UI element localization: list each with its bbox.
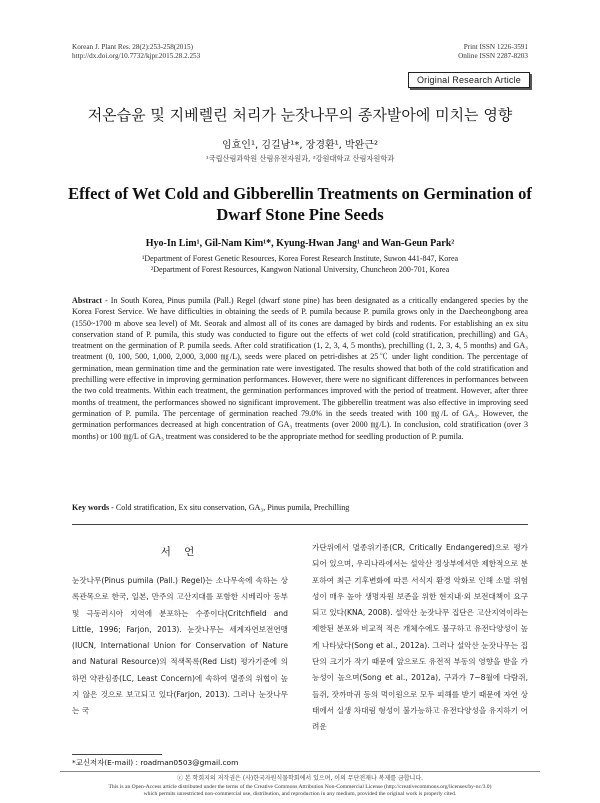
- intro-left-column: 눈잣나무(Pinus pumila (Pall.) Regel)는 소나무속에 속하는 상록관목으로 한국, 일본, 만주의 고산지대를 포함한 시베리아 동부 및 극동러시아 지역에 분포하는 수종이다(Critchfield and Little, 1996; Farjon, 2013). 눈잣나무는 세계자연보전연맹(IUCN, International Union for Conservation of Nature and Natural Resource)의 적색목록(Red List) 평가기준에 의하면 약관심종(LC, Least Concern)에 속하여 멸종의 위협이 높지 않은 것으로 보고되고 있다(Farjon, 2013). 그러나 눈잣나무는 국: [72, 576, 288, 716]
- doi-link[interactable]: http://dx.doi.org/10.7732/kjpr.2015.28.2.253: [72, 52, 201, 60]
- license-line-2: which permits unrestricted non-commercial use, distribution, and reproduction in any medium, provided the original work is properly cited.: [143, 791, 457, 797]
- english-affiliation-1: ¹Department of Forest Genetic Resources, Korea Forest Research Institute, Suwon 441-847, Korea: [141, 254, 459, 263]
- footer-rule: [60, 771, 540, 772]
- english-title: [0, 183, 600, 225]
- copyright-notice: ⓒ 본 학회지의 저작권은 (사)한국자원식물학회에서 있으며, 이의 무단전재나 복제를 금합니다.: [176, 775, 424, 782]
- footnote-rule: [72, 754, 162, 755]
- corresponding-author: *교신저자(E-mail) : roadman0503@gmail.com: [72, 758, 239, 767]
- english-affiliations: [0, 253, 600, 275]
- english-title-line2: Dwarf Stone Pine Seeds: [216, 205, 384, 224]
- journal-header-left: [72, 43, 200, 61]
- abstract-text: - In South Korea, Pinus pumila (Pall.) Regel (dwarf stone pine) has been designated as a critically endangered species by the Korea Forest Service. We have difficulties in obtaining the seeds of P. pumila because P. pumila grows only in the Daecheongbong area (1550~1700 m above sea level) of Mt. Seorak and almost all of its cones are damaged by birds and rodents. For establishing an ex situ conservation stand of P. pumila, this study was conducted to figure out the effects of wet cold (cold stratification, prechilling) and GA₃ treatment on the germination of P. pumila seeds. After cold stratification (1, 2, 3, 4, 5 months), prechilling (1, 2, 3, 4, 5 months) and GA₃ treatment (0, 100, 500, 1,000, 2,000, 3,000 ㎎/L), seeds were placed on petri-dishes at 25℃ under light condition. The percentage of germination, mean germination time and the germination rate were investigated. The results showed that both of the cold stratification and prechilling were effective in improving germination performances. However, there were no significant differences in performances between the two cold treatments. Within each treatment, the germination performances improved with the period of treatment. However, after three months of treatment, the performances showed no significant improvement. The gibberellin treatment was also effective in improving seed germination of P. pumila. The percentage of germination reached 79.0% in the seeds treated with 100 ㎎/L of GA₃. However, the germination performances decreased at high concentration of GA₃ treatments (over 2000 ㎎/L). In conclusion, cold stratification (over 3 months) or 100 ㎎/L of GA₃ treatment was considered to be the appropriate method for seedling production of P. pumila.: [72, 296, 528, 441]
- section-divider: [72, 524, 528, 525]
- keywords-text: - Cold stratification, Ex situ conservation, GA₃, Pinus pumila, Prechilling: [111, 503, 350, 512]
- english-affiliation-2: ²Department of Forest Resources, Kangwon National University, Chuncheon 200-701, Korea: [150, 265, 450, 274]
- korean-affiliations: ¹국립산림과학원 산림유전자원과, ²강원대학교 산림자원학과: [205, 154, 395, 163]
- journal-header-right: [458, 43, 528, 61]
- intro-right-column: 가단위에서 멸종위기종(CR, Critically Endangered)으로 평가되어 있으며, 우리나라에서는 설악산 정상부에서만 제한적으로 분포하여 최근 기후변화에 따른 서식지 환경 악화로 인해 소멸 위험성이 매우 높아 생명자원 보존을 위한 현지내·외 보전대책이 요구되고 있다(KNA, 2008). 설악산 눈잣나무 집단은 고산지역이라는 제한된 분포와 비교적 적은 개체수에도 불구하고 유전다양성이 높게 나타났다(Song et al., 2012a). 그러나 설악산 눈잣나무는 집단의 크기가 작기 때문에 앞으로도 유전적 부동의 영향을 받을 가능성이 높으며(Song et al., 2012a), 구과가 7~8월에 다람쥐, 들쥐, 잣까마귀 등의 먹이원으로 모두 피해를 받기 때문에 자연 상태에서 실생 차대림 형성이 불가능하고 유전다양성을 유지하기 어려운: [312, 543, 528, 732]
- abstract-label: Abstract: [72, 296, 103, 305]
- intro-heading: 서 언: [160, 546, 200, 558]
- abstract-block: [72, 295, 528, 442]
- article-type-badge: Original Research Article: [408, 72, 530, 88]
- keywords-label: Key words: [72, 503, 110, 512]
- license-line-1: This is an Open-Access article distributed under the terms of the Creative Commons Attribution Non-Commercial License (http://creativecommons.org/licenses/by-nc/3.0): [108, 784, 492, 790]
- korean-title: 저온습윤 및 지베렐린 처리가 눈잣나무의 종자발아에 미치는 영향: [87, 106, 513, 124]
- english-title-line1: Effect of Wet Cold and Gibberellin Treatments on Germination of: [68, 184, 532, 203]
- keywords-block: [72, 503, 528, 512]
- online-issn: Online ISSN 2287-8203: [458, 52, 528, 60]
- english-authors: Hyo-In Lim¹, Gil-Nam Kim¹*, Kyung-Hwan Jang¹ and Wan-Geun Park²: [145, 238, 455, 249]
- korean-authors: 임효인¹, 김길남¹*, 장경환¹, 박완근²: [221, 140, 379, 151]
- license-notice: [0, 784, 600, 798]
- print-issn: Print ISSN 1226-3591: [463, 43, 528, 51]
- journal-citation: Korean J. Plant Res. 28(2):253-258(2015): [72, 43, 193, 51]
